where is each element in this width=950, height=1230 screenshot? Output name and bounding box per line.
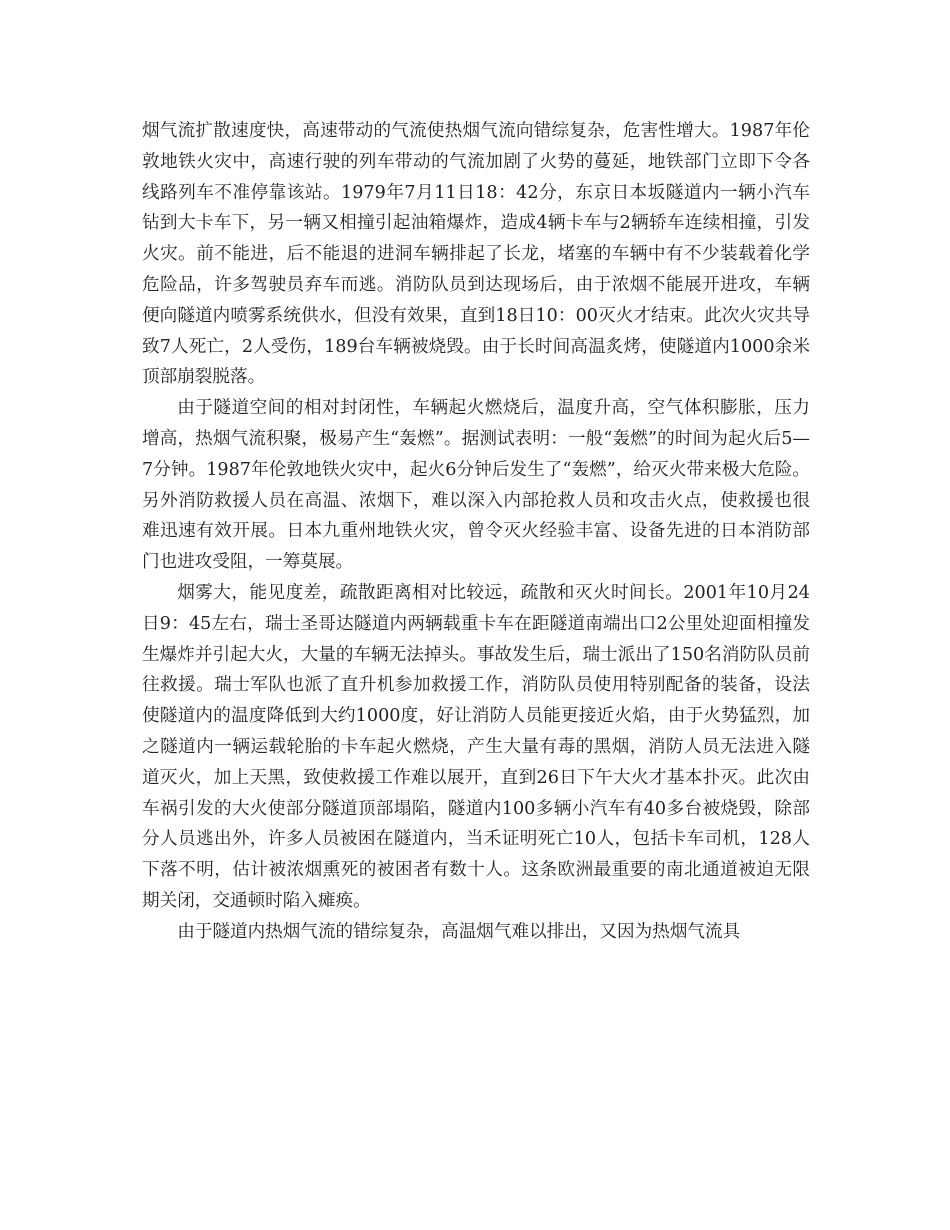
- document-body: [142, 116, 810, 948]
- paragraph-3: 烟雾大，能见度差，疏散距离相对比较远，疏散和灭火时间长。2001年10月24日9：45左右，瑞士圣哥达隧道内两辆载重卡车在距隧道南端出口2公里处迎面相撞发生爆炸并引起大火，大量的车辆无法掉头。事故发生后，瑞士派出了150名消防队员前往救援。瑞士军队也派了直升机参加救援工作，消防队员使用特别配备的装备，设法使隧道内的温度降低到大约1000度，好让消防人员能更接近火焰，由于火势猛烈，加之隧道内一辆运载轮胎的卡车起火燃烧，产生大量有毒的黑烟，消防人员无法进入隧道灭火，加上天黑，致使救援工作难以展开，直到26日下午大火才基本扑灭。此次由车祸引发的大火使部分隧道顶部塌陷，隧道内100多辆小汽车有40多台被烧毁，除部分人员逃出外，许多人员被困在隧道内，当禾证明死亡10人，包括卡车司机，128人下落不明，估计被浓烟熏死的被困者有数十人。这条欧洲最重要的南北通道被迫无限期关闭，交通顿时陷入瘫痪。: [142, 582, 810, 911]
- paragraph-4: 由于隧道内热烟气流的错综复杂，高温烟气难以排出，又因为热烟气流具: [177, 921, 741, 942]
- paragraph-1: 烟气流扩散速度快，高速带动的气流使热烟气流向错综复杂，危害性增大。1987年伦敦地铁火灾中，高速行驶的列车带动的气流加剧了火势的蔓延，地铁部门立即下令各线路列车不准停靠该站。1979年7月11日18：42分，东京日本坂隧道内一辆小汽车钻到大卡车下，另一辆又相撞引起油箱爆炸，造成4辆卡车与2辆轿车连续相撞，引发火灾。前不能进，后不能退的进洞车辆排起了长龙，堵塞的车辆中有不少装载着化学危险品，许多驾驶员弃车而逃。消防队员到达现场后，由于浓烟不能展开进攻，车辆便向隧道内喷雾系统供水，但没有效果，直到18日10：00灭火才结束。此次火灾共导致7人死亡，2人受伤，189台车辆被烧毁。由于长时间高温炙烤，使隧道内1000余米顶部崩裂脱落。: [142, 121, 810, 388]
- paragraph-2: 由于隧道空间的相对封闭性，车辆起火燃烧后，温度升高，空气体积膨胀，压力增高，热烟气流积聚，极易产生“轰燃”。据测试表明：一般“轰燃”的时间为起火后5—7分钟。1987年伦敦地铁火灾中，起火6分钟后发生了“轰燃”，给灭火带来极大危险。另外消防救援人员在高温、浓烟下，难以深入内部抢救人员和攻击火点，使救援也很难迅速有效开展。日本九重州地铁火灾，曾令灭火经验丰富、设备先进的日本消防部门也进攻受阻，一筹莫展。: [142, 398, 810, 573]
